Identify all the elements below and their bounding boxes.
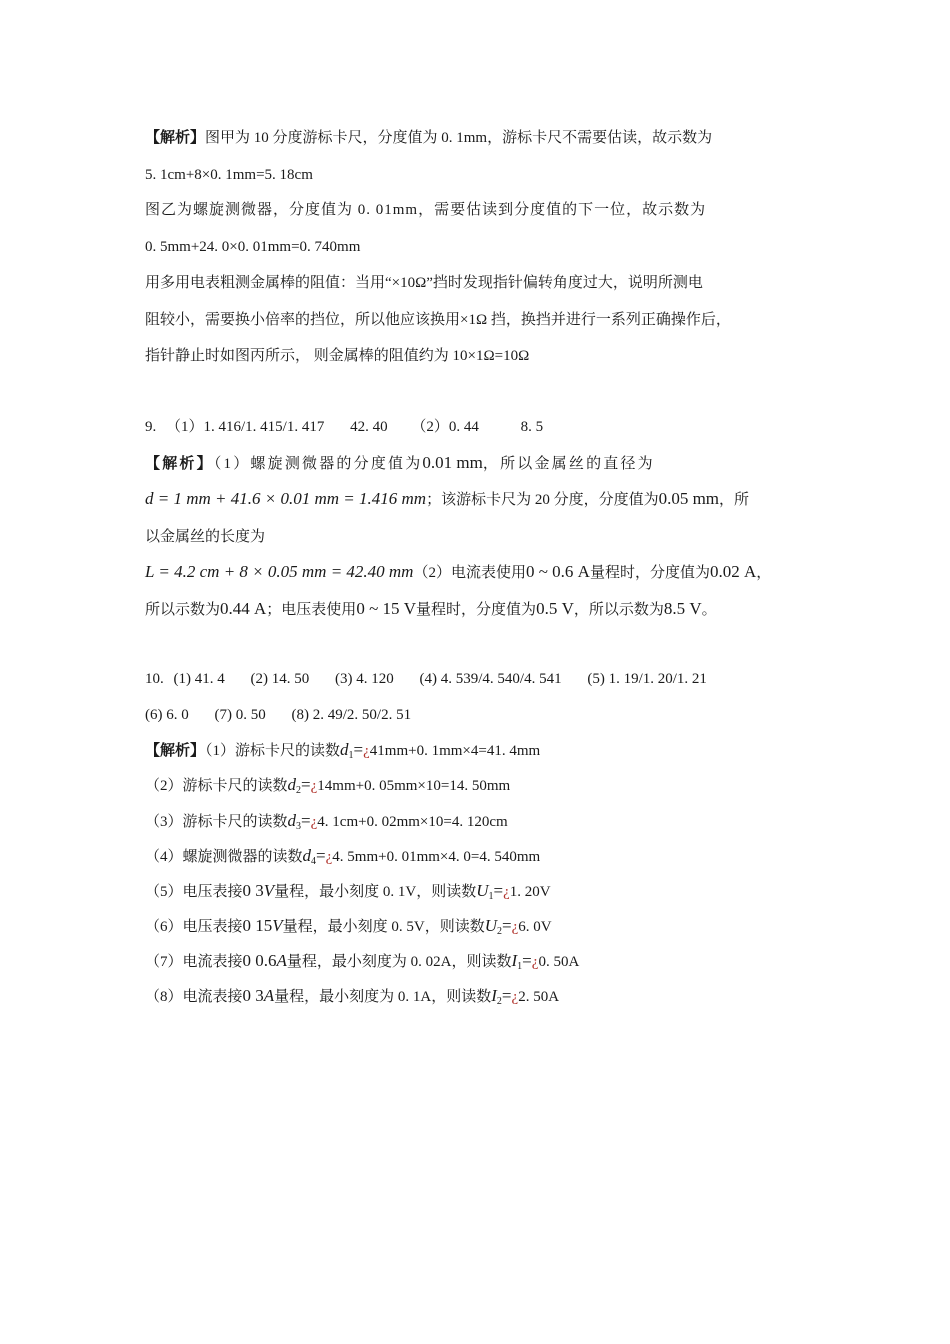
q10-analysis-line	[145, 881, 551, 907]
q10-sub: 2	[496, 996, 502, 1007]
q9-text: 量程时，分度值为	[589, 565, 710, 581]
q10-var: I	[491, 986, 497, 1005]
q10-range: 0 15	[242, 916, 273, 935]
q10-text: （6）电压表接	[145, 919, 243, 935]
q9-text: ，所以金属丝的直径为	[482, 456, 655, 472]
analysis-line: 用多用电表粗测金属棒的阻值：当用“×10Ω”挡时发现指针偏转角度过大，说明所测电	[145, 275, 703, 291]
q9-answer-line	[145, 417, 543, 437]
q10-eq: =	[301, 811, 311, 830]
q10-glyph: ¿	[503, 884, 510, 900]
q10-glyph: ¿	[363, 743, 370, 759]
q9-math: 0.01 mm	[422, 453, 483, 472]
q10-text: 1. 20V	[509, 884, 551, 900]
q10-eq: =	[502, 916, 512, 935]
q10-sub: 1	[517, 961, 523, 972]
q10-eq: =	[522, 951, 532, 970]
q10-sub: 1	[488, 891, 494, 902]
q10-glyph: ¿	[531, 954, 539, 970]
q10-text: （1）游标卡尺的读数	[205, 743, 341, 759]
q10-unit: V	[263, 881, 275, 900]
q10-text: （4）螺旋测微器的读数	[145, 849, 303, 865]
q9-analysis-line	[145, 562, 771, 583]
q10-text: （8）电流表接	[145, 989, 243, 1005]
q10-text: （3）游标卡尺的读数	[145, 814, 288, 830]
q10-analysis-line	[145, 846, 540, 872]
q10-eq: =	[493, 881, 504, 900]
q10-unit: A	[276, 951, 287, 970]
q9-math: 0 ~ 15 V	[356, 599, 417, 618]
q9-math: 0.02 A	[709, 562, 757, 581]
q10-var: d	[287, 811, 297, 830]
q10-unit: A	[263, 986, 275, 1005]
q10-text: 量程，最小刻度 0. 1V，则读数	[274, 884, 477, 900]
q10-analysis-line	[145, 740, 540, 766]
q10-analysis-label: 【解析】	[145, 743, 206, 759]
q9-math: 0.5 V	[536, 599, 574, 618]
q10-text: 2. 50A	[518, 989, 560, 1005]
q10-sub: 1	[348, 750, 354, 761]
q9-analysis-label: 【解析】	[145, 456, 214, 472]
q10-text: 量程，最小刻度为 0. 02A，则读数	[286, 954, 512, 970]
q10-unit: V	[272, 916, 283, 935]
q10-text: （7）电流表接	[145, 954, 243, 970]
q10-sub: 4	[311, 856, 317, 867]
analysis-line: 阻较小，需要换小倍率的挡位，所以他应该换用×1Ω 挡，换挡并进行一系列正确操作后，	[145, 312, 731, 328]
q10-eq: =	[501, 986, 512, 1005]
q10-answer-line	[145, 669, 707, 689]
q9-analysis-line	[145, 453, 655, 474]
q10-var: U	[484, 916, 498, 935]
q10-answer: (1) 41. 4	[173, 671, 225, 687]
q10-number: 10.	[145, 671, 164, 687]
q9-text: （2）电流表使用	[413, 565, 526, 581]
analysis-line: 5. 1cm+8×0. 1mm=5. 18cm	[145, 167, 313, 183]
analysis-label: 【解析】	[145, 130, 206, 146]
q10-var: U	[476, 881, 489, 900]
q10-range: 0 0.6	[242, 951, 277, 970]
q10-range: 0 3	[242, 986, 264, 1005]
q9-text: ，所以示数为	[573, 602, 664, 618]
analysis-line: 图乙为螺旋测微器，分度值为 0. 01mm，需要估读到分度值的下一位，故示数为	[145, 202, 707, 218]
q10-answer: (8) 2. 49/2. 50/2. 51	[291, 707, 412, 723]
q10-var: d	[287, 775, 297, 794]
q10-analysis-line	[145, 775, 510, 801]
q10-text: 6. 0V	[518, 919, 552, 935]
q9-math: 0.44 A	[220, 599, 267, 618]
q9-text: 。	[701, 602, 717, 618]
q10-answer: (2) 14. 50	[250, 671, 310, 687]
analysis-line	[145, 128, 712, 148]
q10-text: 41mm+0. 1mm×4=41. 4mm	[369, 743, 541, 759]
q9-text: （1）螺旋测微器的分度值为	[213, 456, 423, 472]
q9-analysis-line	[145, 489, 749, 510]
q9-answer-2: （2）0. 44	[411, 419, 479, 435]
q9-number: 9.	[145, 419, 157, 435]
q10-glyph: ¿	[511, 989, 519, 1005]
q10-analysis-line	[145, 916, 552, 942]
q9-math: d = 1 mm + 41.6 × 0.01 mm = 1.416 mm	[145, 489, 427, 508]
q10-range: 0 3	[242, 881, 264, 900]
q10-analysis-line	[145, 951, 579, 977]
q10-eq: =	[353, 740, 364, 759]
q9-answer-2b: 8. 5	[520, 419, 544, 435]
q10-text: 14mm+0. 05mm×10=14. 50mm	[317, 778, 511, 794]
q10-text: 4. 5mm+0. 01mm×4. 0=4. 540mm	[332, 849, 541, 865]
q9-answer-1: （1）1. 416/1. 415/1. 417	[166, 419, 325, 435]
q10-text: 量程，最小刻度为 0. 1A，则读数	[274, 989, 492, 1005]
q9-text: ，所	[719, 492, 750, 508]
q10-text: （2）游标卡尺的读数	[145, 778, 288, 794]
analysis-line: 0. 5mm+24. 0×0. 01mm=0. 740mm	[145, 239, 361, 255]
q10-sub: 2	[497, 926, 503, 937]
q9-math: 0.05 mm	[658, 489, 720, 508]
q10-glyph: ¿	[310, 778, 318, 794]
q10-text: 4. 1cm+0. 02mm×10=4. 120cm	[317, 814, 508, 830]
q10-answer: (6) 6. 0	[145, 707, 189, 723]
q10-text: 0. 50A	[538, 954, 580, 970]
q9-analysis-line: 以金属丝的长度为	[145, 529, 266, 545]
q9-answer-1b: 42. 40	[350, 419, 388, 435]
q10-answer: (3) 4. 120	[335, 671, 394, 687]
q10-analysis-line	[145, 811, 508, 837]
q10-answer: (7) 0. 50	[214, 707, 266, 723]
q10-glyph: ¿	[310, 814, 318, 830]
q9-text: 量程时，分度值为	[416, 602, 537, 618]
q10-answer: (4) 4. 539/4. 540/4. 541	[419, 671, 562, 687]
q10-answer: (5) 1. 19/1. 20/1. 21	[587, 671, 707, 687]
q9-math: 8.5 V	[663, 599, 702, 618]
q10-var: I	[511, 951, 518, 970]
q9-text: 所以示数为	[145, 602, 221, 618]
q10-eq: =	[316, 846, 326, 865]
q10-glyph: ¿	[511, 919, 519, 935]
q10-text: （5）电压表接	[145, 884, 243, 900]
q10-var: d	[302, 846, 312, 865]
analysis-line: 指针静止时如图丙所示， 则金属棒的阻值约为 10×1Ω=10Ω	[145, 348, 530, 364]
q9-text: ；电压表使用	[266, 602, 357, 618]
q10-glyph: ¿	[325, 849, 333, 865]
q10-sub: 3	[296, 821, 302, 832]
q10-answer-line	[145, 705, 411, 725]
q10-text: 量程，最小刻度 0. 5V，则读数	[282, 919, 485, 935]
q10-var: d	[340, 740, 349, 759]
q9-text: ；该游标卡尺为 20 分度，分度值为	[426, 492, 659, 508]
q9-math: 0 ~ 0.6 A	[525, 562, 590, 581]
q10-eq: =	[301, 775, 311, 794]
q10-analysis-line	[145, 986, 559, 1012]
q9-analysis-line	[145, 599, 717, 620]
analysis-text: 图甲为 10 分度游标卡尺，分度值为 0. 1mm，游标卡尺不需要估读，故示数为	[205, 130, 713, 146]
q9-math: L = 4.2 cm + 8 × 0.05 mm = 42.40 mm	[145, 562, 414, 581]
q10-sub: 2	[296, 785, 302, 796]
q9-text: ，	[756, 565, 772, 581]
